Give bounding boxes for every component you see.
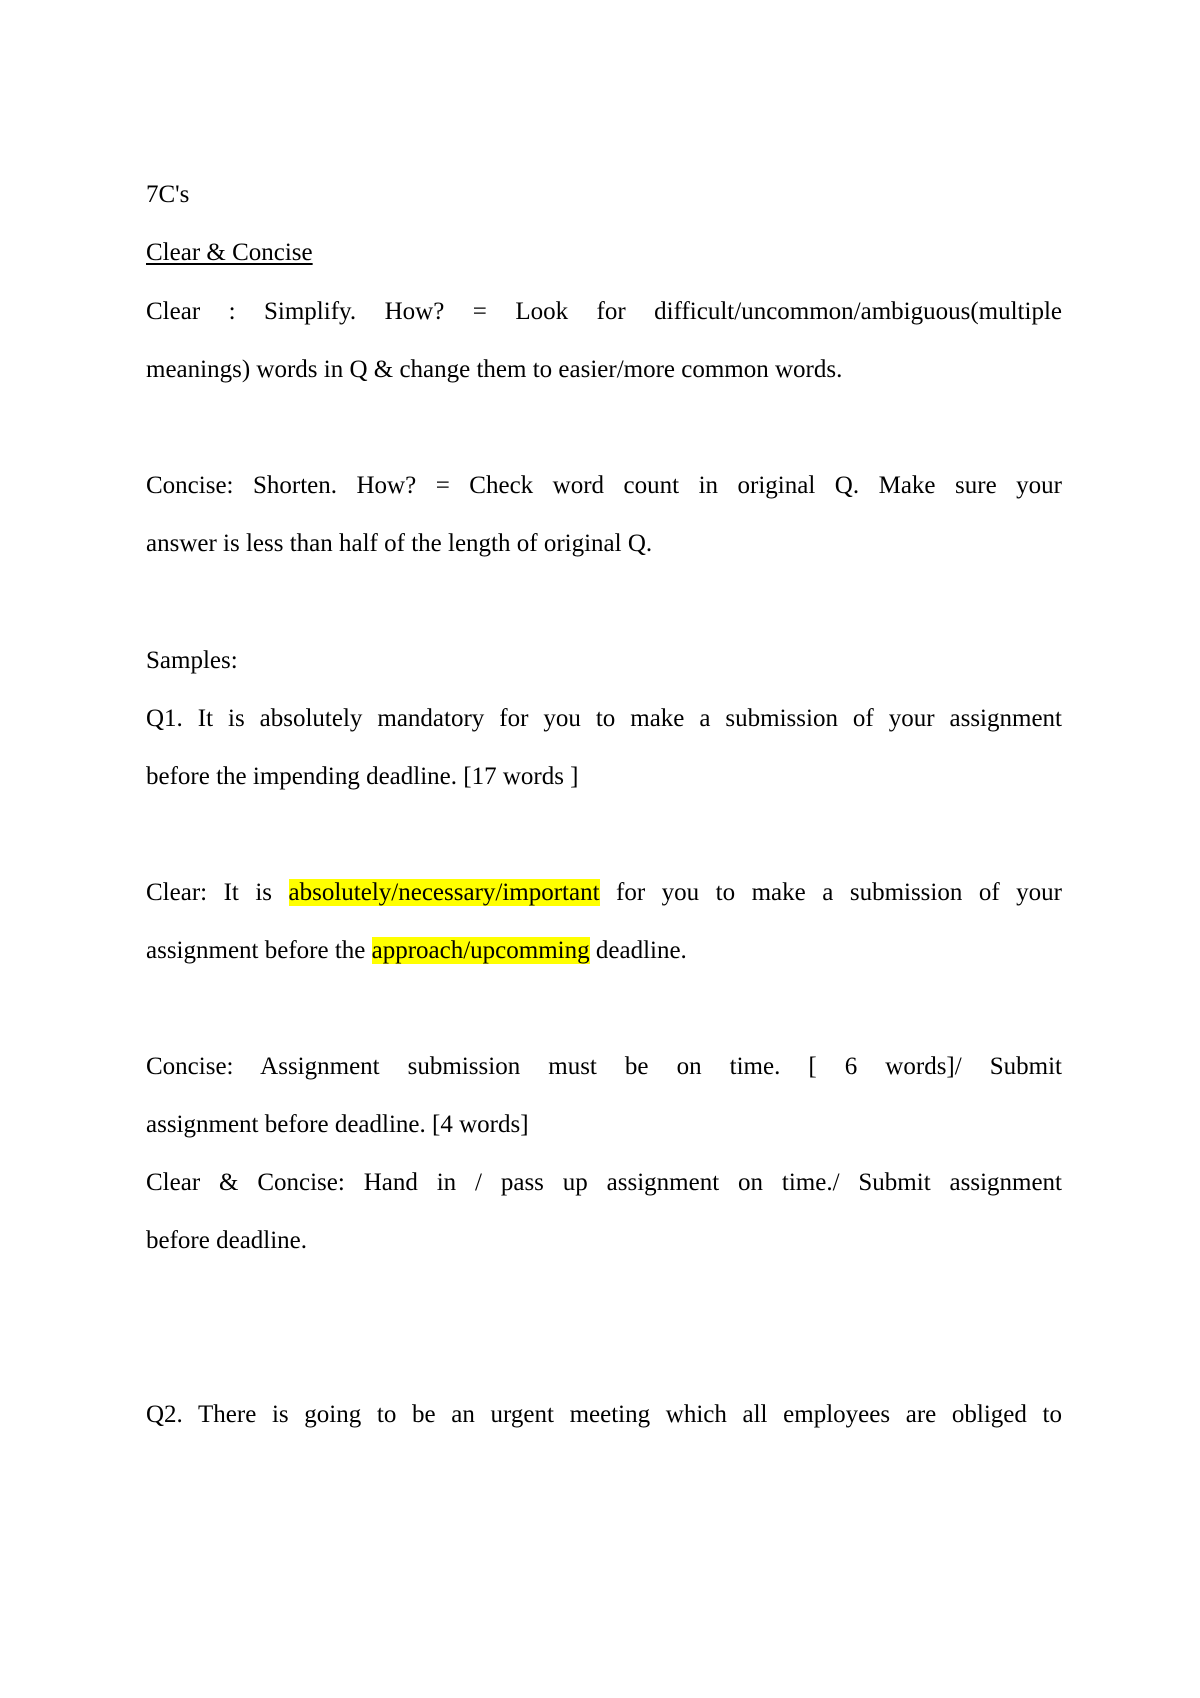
document-title: 7C's xyxy=(146,181,190,208)
q1-line-1: Q1. It is absolutely mandatory for you to make a submission of your assignment xyxy=(146,705,1062,732)
concise-definition-line-1: Concise: Shorten. How? = Check word count in original Q. Make sure your xyxy=(146,472,1062,499)
concise-definition-line-2: answer is less than half of the length of original Q. xyxy=(146,530,653,557)
q1-clear-suffix-2: deadline. xyxy=(589,937,687,964)
q1-clear-highlight-1: absolutely/necessary/important xyxy=(288,879,600,906)
q1-clear-prefix-2: assignment before the xyxy=(146,937,372,964)
clear-definition-line-1: Clear : Simplify. How? = Look for difficult/uncommon/ambiguous(multiple xyxy=(146,298,1062,325)
q1-clear-line-1 xyxy=(146,876,1062,910)
q1-clear-suffix-1: for you to make a submission of your xyxy=(599,879,1062,906)
q1-concise-line-2: assignment before deadline. [4 words] xyxy=(146,1111,529,1138)
q1-clear-prefix-1: Clear: It is xyxy=(146,879,289,906)
clear-definition-line-2: meanings) words in Q & change them to easier/more common words. xyxy=(146,356,843,383)
section-heading-line xyxy=(146,236,1062,270)
section-heading: Clear & Concise xyxy=(146,239,313,266)
q1-clear-concise-line-2: before deadline. xyxy=(146,1227,308,1254)
q1-line-2: before the impending deadline. [17 words ] xyxy=(146,763,579,790)
q2-line-1: Q2. There is going to be an urgent meeting which all employees are obliged to xyxy=(146,1401,1062,1428)
samples-label: Samples: xyxy=(146,647,238,674)
q1-clear-concise-line-1: Clear & Concise: Hand in / pass up assignment on time./ Submit assignment xyxy=(146,1169,1062,1196)
q1-clear-highlight-2: approach/upcomming xyxy=(371,937,590,964)
q1-concise-line-1: Concise: Assignment submission must be on time. [ 6 words]/ Submit xyxy=(146,1053,1062,1080)
q1-clear-line-2 xyxy=(146,934,1062,968)
